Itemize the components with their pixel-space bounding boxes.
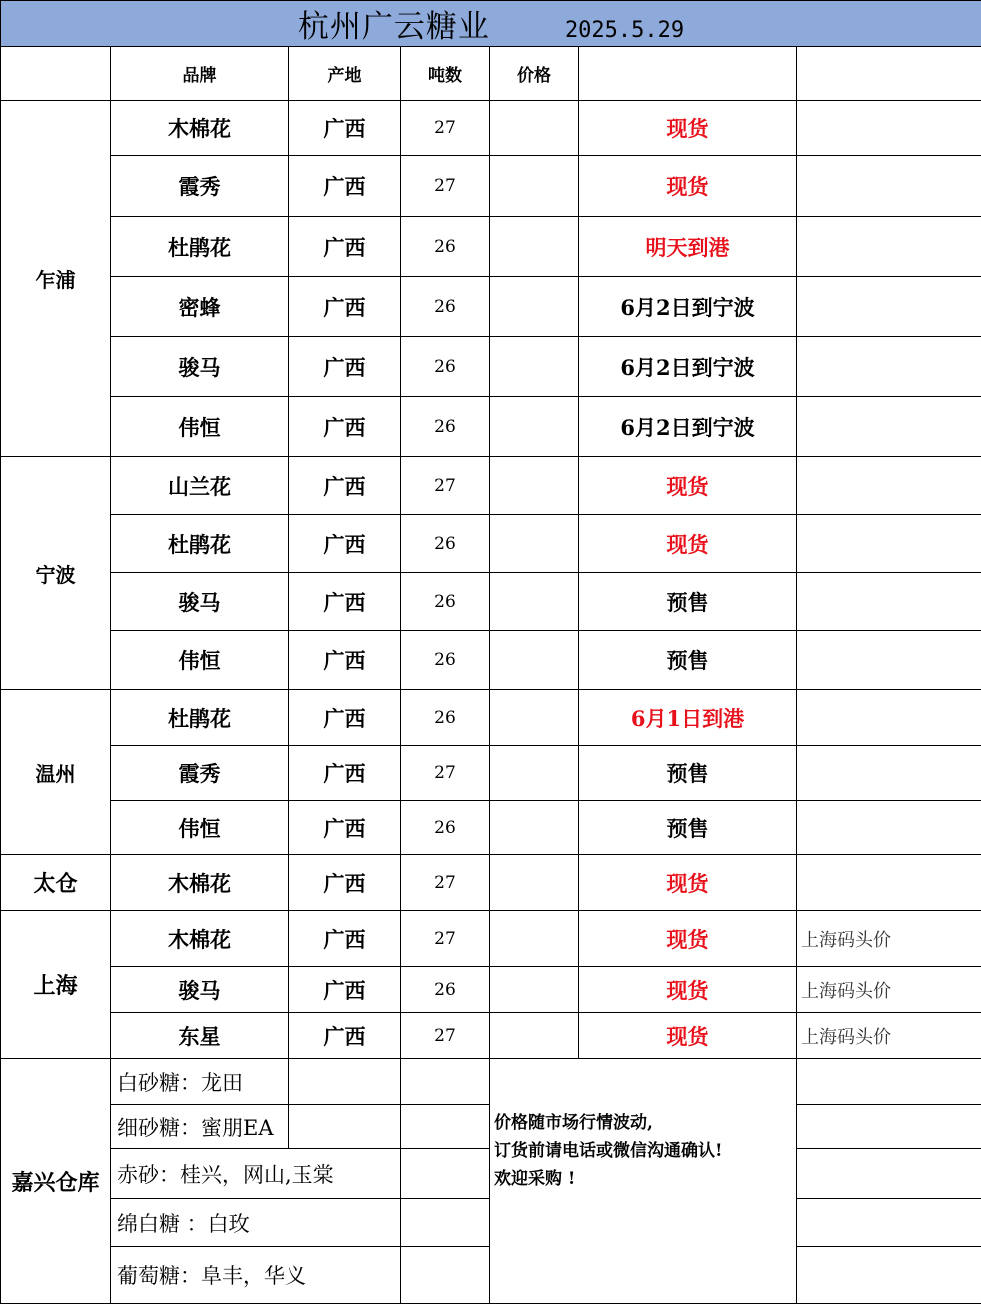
region-cell[interactable]: 太仓: [1, 855, 111, 911]
brand-cell[interactable]: 骏马: [111, 967, 289, 1013]
status-cell[interactable]: 现货: [579, 156, 797, 217]
table-row: [1, 855, 981, 911]
brand-cell[interactable]: 伟恒: [111, 397, 289, 457]
header-cell-note[interactable]: [797, 47, 981, 101]
price-cell[interactable]: [490, 457, 579, 515]
status-cell[interactable]: 现货: [579, 1013, 797, 1059]
tons-cell[interactable]: 26: [401, 631, 490, 690]
header-cell-region[interactable]: [1, 47, 111, 101]
warehouse-item[interactable]: 细砂糖：蜜朋EA: [111, 1105, 289, 1149]
price-cell[interactable]: [490, 337, 579, 397]
warehouse-item[interactable]: 绵白糖 ：白玫: [111, 1199, 401, 1247]
header-cell-brand[interactable]: 品牌: [111, 47, 289, 101]
brand-cell[interactable]: 杜鹃花: [111, 217, 289, 277]
table-row: [1, 277, 981, 337]
tons-cell[interactable]: 26: [401, 337, 490, 397]
notice-line: 价格随市场行情波动,: [494, 1113, 653, 1133]
note-cell[interactable]: [797, 397, 981, 457]
table-row: [1, 397, 981, 457]
note-cell[interactable]: [797, 690, 981, 746]
brand-cell[interactable]: 伟恒: [111, 631, 289, 690]
region-cell[interactable]: 嘉兴仓库: [1, 1059, 111, 1304]
tons-cell[interactable]: 27: [401, 855, 490, 911]
note-cell[interactable]: 上海码头价: [797, 911, 981, 967]
origin-cell[interactable]: 广西: [289, 337, 401, 397]
status-cell[interactable]: 预售: [579, 746, 797, 801]
note-cell[interactable]: [797, 573, 981, 631]
brand-cell[interactable]: 霞秀: [111, 156, 289, 217]
status-cell[interactable]: 现货: [579, 911, 797, 967]
table-row: [1, 746, 981, 801]
note-cell[interactable]: [797, 855, 981, 911]
price-cell[interactable]: [490, 1013, 579, 1059]
origin-cell[interactable]: 广西: [289, 855, 401, 911]
empty-cell[interactable]: [401, 1247, 490, 1304]
table-row: [1, 573, 981, 631]
origin-cell[interactable]: 广西: [289, 690, 401, 746]
table-row: [1, 690, 981, 746]
note-cell[interactable]: [797, 337, 981, 397]
tons-cell[interactable]: 26: [401, 801, 490, 855]
region-cell[interactable]: 温州: [1, 690, 111, 855]
status-cell[interactable]: 6月2日到宁波: [579, 277, 797, 337]
brand-cell[interactable]: 杜鹃花: [111, 515, 289, 573]
note-cell[interactable]: [797, 1199, 981, 1247]
header-cell-origin[interactable]: 产地: [289, 47, 401, 101]
region-cell[interactable]: 宁波: [1, 457, 111, 690]
price-cell[interactable]: [490, 101, 579, 156]
note-cell[interactable]: 上海码头价: [797, 1013, 981, 1059]
table-row: [1, 515, 981, 573]
notice-line: 订货前请电话或微信沟通确认!: [494, 1141, 723, 1161]
status-cell[interactable]: 现货: [579, 515, 797, 573]
tons-cell[interactable]: 27: [401, 1013, 490, 1059]
brand-cell[interactable]: 密蜂: [111, 277, 289, 337]
note-cell[interactable]: [797, 101, 981, 156]
price-cell[interactable]: [490, 855, 579, 911]
price-cell[interactable]: [490, 690, 579, 746]
table-row: [1, 457, 981, 515]
notice-line: 欢迎采购 !: [494, 1169, 576, 1189]
table-row: [1, 217, 981, 277]
header-cell-tons[interactable]: 吨数: [401, 47, 490, 101]
tons-cell[interactable]: 27: [401, 101, 490, 156]
brand-cell[interactable]: 木棉花: [111, 101, 289, 156]
tons-cell[interactable]: 26: [401, 515, 490, 573]
empty-cell[interactable]: [401, 1059, 490, 1105]
origin-cell[interactable]: 广西: [289, 911, 401, 967]
status-cell[interactable]: 预售: [579, 573, 797, 631]
note-cell[interactable]: [797, 217, 981, 277]
date: 2025.5.29: [564, 18, 685, 43]
price-cell[interactable]: [490, 631, 579, 690]
origin-cell[interactable]: 广西: [289, 156, 401, 217]
empty-cell[interactable]: [401, 1105, 490, 1149]
price-cell[interactable]: [490, 217, 579, 277]
status-cell[interactable]: 预售: [579, 801, 797, 855]
tons-cell[interactable]: 27: [401, 746, 490, 801]
note-cell[interactable]: [797, 156, 981, 217]
origin-cell[interactable]: 广西: [289, 967, 401, 1013]
origin-cell[interactable]: 广西: [289, 277, 401, 337]
tons-cell[interactable]: 27: [401, 911, 490, 967]
status-cell[interactable]: 现货: [579, 457, 797, 515]
brand-cell[interactable]: 骏马: [111, 573, 289, 631]
tons-cell[interactable]: 26: [401, 217, 490, 277]
tons-cell[interactable]: 26: [401, 690, 490, 746]
status-cell[interactable]: 预售: [579, 631, 797, 690]
price-cell[interactable]: [490, 746, 579, 801]
price-cell[interactable]: [490, 911, 579, 967]
note-cell[interactable]: [797, 746, 981, 801]
table-row: [1, 801, 981, 855]
price-cell[interactable]: [490, 801, 579, 855]
title-cell[interactable]: [1, 1, 981, 47]
origin-cell[interactable]: 广西: [289, 101, 401, 156]
title-row: [1, 1, 981, 47]
table-row: [1, 101, 981, 156]
region-cell[interactable]: 乍浦: [1, 101, 111, 457]
empty-cell[interactable]: [289, 1059, 401, 1105]
warehouse-item[interactable]: 葡萄糖：阜丰，华义: [111, 1247, 401, 1304]
origin-cell[interactable]: 广西: [289, 631, 401, 690]
brand-cell[interactable]: 骏马: [111, 337, 289, 397]
tons-cell[interactable]: 26: [401, 397, 490, 457]
status-cell[interactable]: 现货: [579, 967, 797, 1013]
status-cell[interactable]: 6月1日到港: [579, 690, 797, 746]
note-cell[interactable]: [797, 1059, 981, 1105]
tons-cell[interactable]: 26: [401, 277, 490, 337]
status-cell[interactable]: 现货: [579, 101, 797, 156]
note-cell[interactable]: [797, 515, 981, 573]
status-cell[interactable]: 明天到港: [579, 217, 797, 277]
warehouse-row: [1, 1059, 981, 1105]
table-row: [1, 631, 981, 690]
warehouse-item[interactable]: 白砂糖：龙田: [111, 1059, 289, 1105]
warehouse-item[interactable]: 赤砂：桂兴，网山,玉棠: [111, 1149, 401, 1199]
note-cell[interactable]: [797, 631, 981, 690]
table-row: [1, 1013, 981, 1059]
tons-cell[interactable]: 27: [401, 457, 490, 515]
title: 杭州广云糖业: [297, 9, 490, 45]
brand-cell[interactable]: 木棉花: [111, 911, 289, 967]
header-row: [1, 47, 981, 101]
tons-cell[interactable]: 27: [401, 156, 490, 217]
brand-cell[interactable]: 霞秀: [111, 746, 289, 801]
notice-cell[interactable]: [490, 1059, 797, 1304]
header-cell-status[interactable]: [579, 47, 797, 101]
origin-cell[interactable]: 广西: [289, 457, 401, 515]
origin-cell[interactable]: 广西: [289, 397, 401, 457]
table-row: [1, 337, 981, 397]
region-cell[interactable]: 上海: [1, 911, 111, 1059]
status-cell[interactable]: 6月2日到宁波: [579, 337, 797, 397]
status-cell[interactable]: 6月2日到宁波: [579, 397, 797, 457]
note-cell[interactable]: [797, 801, 981, 855]
empty-cell[interactable]: [401, 1199, 490, 1247]
tons-cell[interactable]: 26: [401, 573, 490, 631]
note-cell[interactable]: [797, 457, 981, 515]
header-cell-price[interactable]: 价格: [490, 47, 579, 101]
table-row: [1, 156, 981, 217]
tons-cell[interactable]: 26: [401, 967, 490, 1013]
origin-cell[interactable]: 广西: [289, 801, 401, 855]
brand-cell[interactable]: 杜鹃花: [111, 690, 289, 746]
table-row: [1, 967, 981, 1013]
price-cell[interactable]: [490, 277, 579, 337]
table-row: [1, 911, 981, 967]
price-cell[interactable]: [490, 967, 579, 1013]
status-cell[interactable]: 现货: [579, 855, 797, 911]
empty-cell[interactable]: [401, 1149, 490, 1199]
note-cell[interactable]: [797, 1149, 981, 1199]
brand-cell[interactable]: 木棉花: [111, 855, 289, 911]
price-cell[interactable]: [490, 156, 579, 217]
note-cell[interactable]: [797, 277, 981, 337]
origin-cell[interactable]: 广西: [289, 515, 401, 573]
brand-cell[interactable]: 东星: [111, 1013, 289, 1059]
origin-cell[interactable]: 广西: [289, 746, 401, 801]
brand-cell[interactable]: 伟恒: [111, 801, 289, 855]
brand-cell[interactable]: 山兰花: [111, 457, 289, 515]
note-cell[interactable]: 上海码头价: [797, 967, 981, 1013]
note-cell[interactable]: [797, 1105, 981, 1149]
origin-cell[interactable]: 广西: [289, 1013, 401, 1059]
origin-cell[interactable]: 广西: [289, 217, 401, 277]
origin-cell[interactable]: 广西: [289, 573, 401, 631]
empty-cell[interactable]: [289, 1105, 401, 1149]
price-cell[interactable]: [490, 397, 579, 457]
price-cell[interactable]: [490, 573, 579, 631]
note-cell[interactable]: [797, 1247, 981, 1304]
price-cell[interactable]: [490, 515, 579, 573]
